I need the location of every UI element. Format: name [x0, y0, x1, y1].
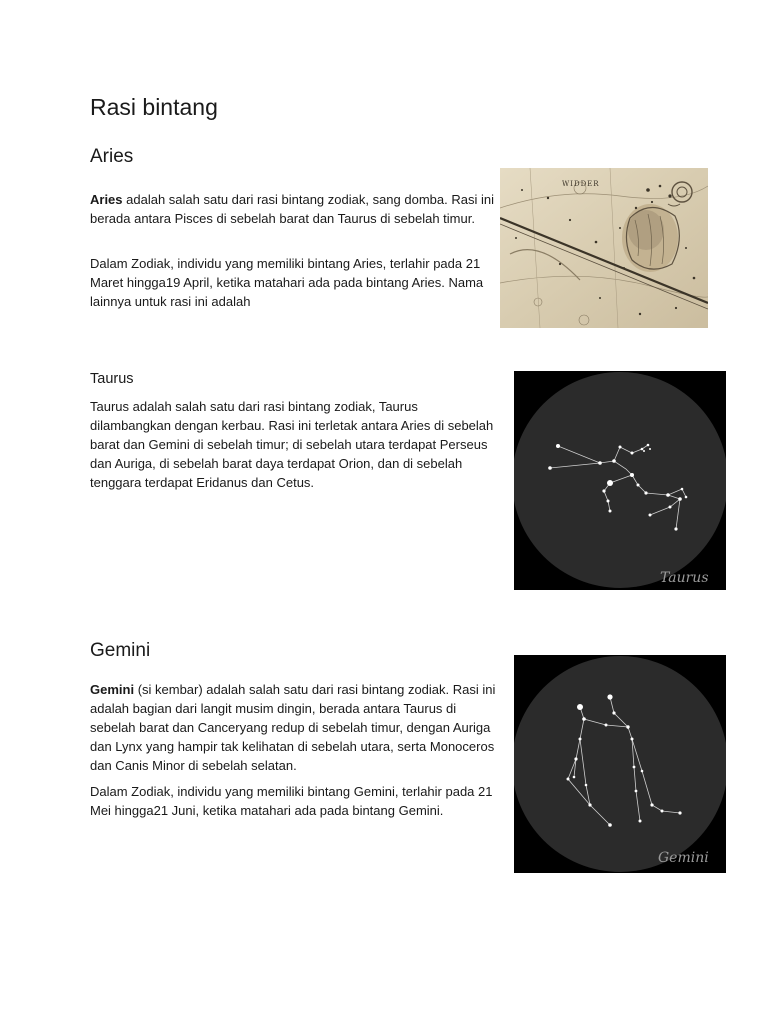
gemini-bold-term: Gemini [90, 682, 135, 697]
taurus-image-caption: Taurus [660, 570, 709, 586]
gemini-paragraph-2: Dalam Zodiak, individu yang memiliki bintang Gemini, terlahir pada 21 Mei hingga21 Juni, ketika matahari ada pada bintang Gemini. [90, 784, 493, 818]
aries-paragraph-1 [90, 190, 502, 228]
aries-star-map-image [500, 168, 708, 328]
aries-paragraph-1-text: adalah salah satu dari rasi bintang zodiak, sang domba. Rasi ini berada antara Pisces di sebelah barat dan Taurus di sebelah timur. [90, 192, 494, 226]
gemini-image-caption: Gemini [658, 850, 709, 866]
taurus-constellation-image [514, 371, 726, 590]
aries-map-label: WIDDER [562, 180, 600, 188]
page-title: Rasi bintang [90, 94, 218, 120]
gemini-heading: Gemini [90, 640, 151, 661]
gemini-paragraph-1-text: (si kembar) adalah salah satu dari rasi bintang zodiak. Rasi ini adalah bagian dari langit musim dingin, berada antara Taurus di sebelah barat dan Canceryang redup di sebelah timur, dengan Auriga dan Lynx yang hampir tak kelihatan di sebelah utara, serta Monoceros dan Canis Minor di sebelah selatan. [90, 682, 496, 773]
taurus-heading: Taurus [90, 371, 134, 387]
gemini-paragraph-1 [90, 680, 502, 775]
taurus-paragraph-1: Taurus adalah salah satu dari rasi bintang zodiak, Taurus dilambangkan dengan kerbau. Rasi ini terletak antara Aries di sebelah barat dan Gemini di sebelah timur; di sebelah utara terdapat Perseus dan Auriga, di sebelah barat daya terdapat Orion, dan di sebelah tenggara terdapat Eridanus dan Cetus. [90, 399, 494, 490]
aries-heading: Aries [90, 146, 134, 167]
aries-bold-term: Aries [90, 192, 123, 207]
gemini-constellation-image [514, 655, 726, 873]
aries-paragraph-2: Dalam Zodiak, individu yang memiliki bintang Aries, terlahir pada 21 Maret hingga19 April, ketika matahari ada pada bintang Aries. Nama lainnya untuk rasi ini adalah [90, 256, 484, 309]
